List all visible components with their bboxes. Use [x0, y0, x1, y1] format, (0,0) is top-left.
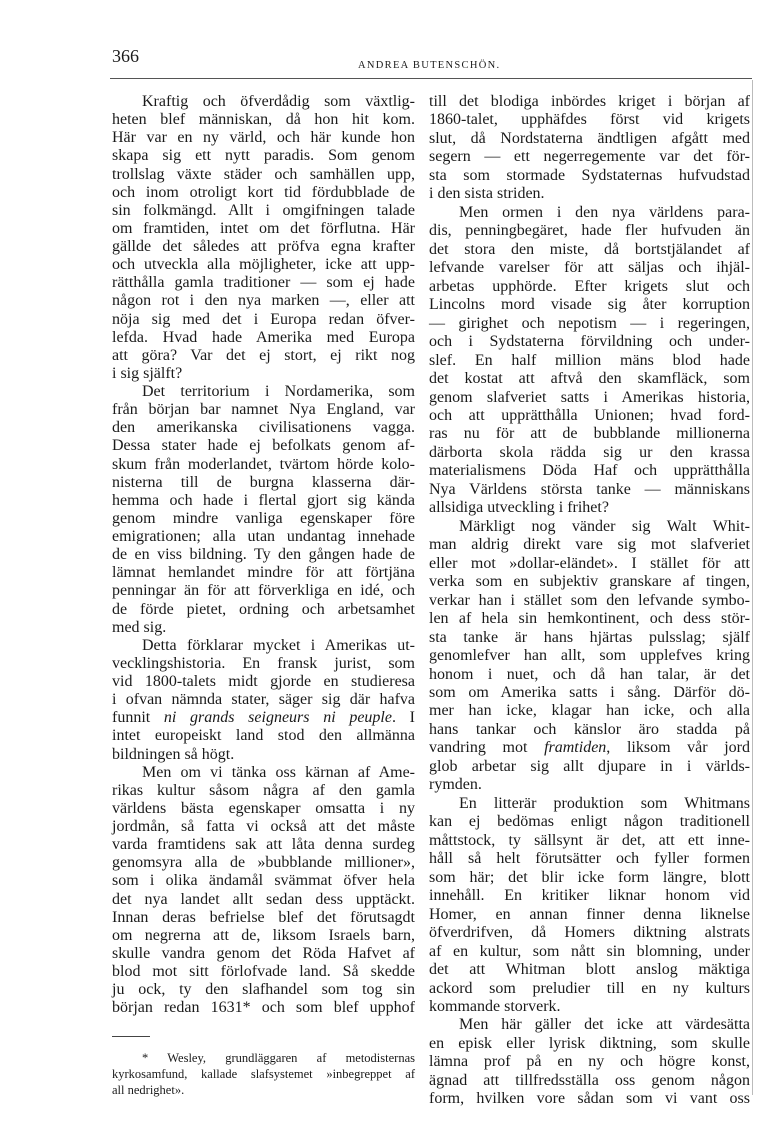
text-line: emigrationen; alla utan undantag innehade — [112, 528, 415, 545]
text-line: det kostat att aftvå den skamfläck, som — [429, 370, 750, 388]
text-line: därborta skola rädda sig ur den krassa — [429, 443, 750, 461]
paragraph — [112, 1050, 415, 1098]
text-line: allsidiga utveckling i frihet? — [429, 499, 609, 517]
text-line: Märkligt nog vänder sig Walt Whit- — [459, 517, 750, 535]
text-line: * Wesley, grundläggaren af metodisternas — [142, 1051, 415, 1065]
text-line: håll så helt förutsätter och fyller formen — [429, 850, 750, 868]
text-line: med sig. — [112, 618, 167, 636]
text-line: jordmån, så fatta vi också att det måste — [112, 818, 415, 835]
text-line: arbetas upphörde. Efter krigets slut och — [429, 277, 750, 295]
text-line: någon rot i den nya marken —, eller att — [112, 292, 415, 310]
text-line: mer han icke, klagar han icke, och alla — [429, 702, 750, 720]
page-number: 366 — [112, 46, 139, 66]
paragraph — [112, 764, 415, 1018]
text-line: sta som stormade Sydstaternas hufvudstad — [429, 166, 750, 184]
text-line: från början bar namnet Nya England, var — [112, 401, 415, 419]
text-line: varda framtidens sak att låta denna surdeg — [112, 836, 415, 854]
text-line: i ofvan nämnda stater, säger sig där hafva — [112, 691, 415, 709]
text-line: intet europeiskt land stod den allmänna — [112, 727, 415, 745]
text-line: slef. En half million mäns blod hade — [429, 351, 750, 369]
text-line: man aldrig direkt vare sig mot slafveriet — [429, 536, 750, 554]
text-line: segern — ett negerregemente var det för- — [429, 148, 750, 166]
text-line: lefda. Hvad hade Amerika med Europa — [112, 328, 415, 346]
text-line: sin folkmängd. Allt i omgifningen talade — [112, 201, 415, 219]
text-line: En litterär produktion som Whitmans — [459, 794, 750, 812]
text-line: de förde pietet, ordning och arbetsamhet — [112, 600, 415, 618]
text-line: hemma och hade i flertal gjort sig kända — [112, 491, 415, 509]
text-line: honom i nuet, och då han talar, är det — [429, 665, 750, 683]
text-line: Men om vi tänka oss kärnan af Ame- — [142, 763, 415, 781]
header-rule — [110, 78, 752, 79]
text-line: Men ormen i den nya världens para- — [459, 203, 750, 221]
text-line: och inom otroligt kort tid fördubblade de — [112, 183, 415, 201]
text-line: form, hvilken vore sådan som vi vant oss — [429, 1090, 750, 1108]
text-line: Dessa stater hade ej befolkats genom af- — [112, 437, 415, 455]
left-column — [112, 93, 415, 1017]
paragraph — [112, 637, 415, 764]
text-line: nöja sig med det i Europa redan öfver- — [112, 310, 415, 328]
paragraph — [429, 795, 750, 1017]
text-line: — girighet och nepotism — i regeringen, — [429, 314, 750, 332]
text-line: skum från moderlandet, tvärtom hörde kolo- — [112, 455, 415, 473]
text-line: Kraftig och öfverdådig som växtlig- — [142, 93, 415, 110]
running-title: ANDREA BUTENSCHÖN. — [358, 60, 501, 71]
paragraph — [429, 93, 750, 204]
text-line: kyrkosamfund, kallade slafsystemet »inbegreppet af — [112, 1067, 415, 1081]
text-line: och att upprätthålla Unionen; hvad ford- — [429, 406, 750, 424]
text-line: gällde det således att pröfva egna krafter — [112, 238, 415, 255]
text-line: lämna prof på en ny och högre konst, — [429, 1053, 750, 1071]
text-line: det nya landet allt sedan dess upptäckt. — [112, 890, 415, 908]
text-line: öfverdrifven, då Homers diktning alstrats — [429, 924, 750, 942]
text-line: rikas kultur såsom några af den gamla — [112, 781, 415, 799]
text-line: kommande storverk. — [429, 997, 561, 1015]
text-line: eller mot »dollar-eländet». I stället för att — [429, 554, 750, 572]
text-line: Nya Världens största tanke — människans — [429, 480, 750, 498]
paragraph — [429, 204, 750, 518]
text-line: det att Whitman blott anslog mäktiga — [429, 961, 750, 979]
text-line: början redan 1631* och som blef upphof — [112, 999, 415, 1017]
text-line: världens bästa egenskaper omsatta i ny — [112, 799, 415, 817]
text-line: vecklingshistoria. En fransk jurist, som — [112, 654, 415, 672]
text-line: Men här gäller det icke att värdesätta — [459, 1016, 750, 1034]
text-line: Lincolns mord visade sig åter korruption — [429, 296, 750, 314]
text-line: kan ej bedömas enligt någon traditionell — [429, 813, 750, 831]
text-line: en episk eller lyrisk diktning, som skulle — [429, 1034, 750, 1052]
paragraph — [112, 383, 415, 637]
text-line: som om Amerika satts i sång. Därför dö- — [429, 684, 750, 701]
text-line: af en kultur, som nått sin blomning, under — [429, 942, 750, 960]
text-line: hans tankar och känslor äro stadda på — [429, 720, 750, 738]
text-line: den amerikanska civilisationens vagga. — [112, 419, 415, 437]
text-segment: , liksom vår jord — [606, 739, 751, 757]
text-line: dis, penningbegäret, hade fler hufvuden än — [429, 222, 750, 240]
text-line: nisterna till de burgna klasserna där- — [112, 473, 415, 491]
text-line: rätthålla gamla traditioner — som ej hade — [112, 274, 415, 292]
text-line: genom mindre vanliga egenskaper före — [112, 509, 415, 527]
text-line: materialismens Döda Haf och upprätthålla — [429, 462, 750, 480]
page-edge-line — [752, 80, 753, 1095]
paragraph — [112, 93, 415, 383]
text-line: rymden. — [429, 776, 482, 794]
text-line: Här var en ny värld, och här kunde hon — [112, 129, 415, 147]
text-line: blod mot sitt förlofvade land. Så skedde — [112, 963, 415, 980]
text-line: skulle vandra genom det Röda Hafvet af — [112, 944, 415, 962]
text-line: i sig själft? — [112, 364, 183, 382]
text-line: ras nu för att de bubblande millionerna — [429, 425, 750, 443]
text-line: sta tanke är hans hjärtas pulsslag; själf — [429, 628, 750, 646]
text-line: penningar än för att förverkliga en idé, och — [112, 582, 415, 600]
text-line: ägnad att tillfredsställa oss genom någon — [429, 1071, 750, 1089]
paragraph — [429, 518, 750, 795]
text-line: de en viss bildning. Ty den gången hade de — [112, 546, 415, 564]
text-line: Detta förklarar mycket i Amerikas ut- — [142, 636, 415, 654]
text-line: som i olika ändamål svämmat öfver hela — [112, 872, 415, 890]
text-line — [429, 739, 750, 757]
text-line: verka som en subjektiv granskare af tingen, — [429, 573, 750, 591]
text-line: trollslag växte städer och samhällen upp, — [112, 165, 415, 183]
text-line: genomlefver han allt, som upplefves kring — [429, 647, 750, 665]
text-line: verkar han i stället som den lefvande symbo- — [429, 591, 750, 609]
text-segment: . I — [391, 709, 415, 727]
italic-phrase: framtiden — [544, 739, 607, 757]
footnote — [112, 1050, 415, 1098]
text-line: lämnat hemlandet mindre för att förtjäna — [112, 564, 415, 582]
text-line: det stora den miste, då bortstjälandet af — [429, 240, 750, 258]
text-line: slut, då Nordstaterna ändtligen afgått med — [429, 129, 750, 147]
text-line: bildningen så högt. — [112, 745, 235, 763]
text-line: till det blodiga inbördes kriget i början af — [429, 93, 750, 110]
text-segment: funnit — [112, 709, 164, 727]
text-line: ju ock, ty den slafhandel som tog sin — [112, 981, 415, 999]
text-line: genom slafveriet satts i Amerikas historia, — [429, 388, 750, 406]
text-line: måttstock, ty sällsynt är det, att ett inne- — [429, 831, 750, 849]
italic-phrase: ni grands seigneurs ni peuple — [163, 709, 392, 727]
text-line: 1860-talet, upphäfdes först vid krigets — [429, 111, 750, 129]
text-line: om negrerna att de, liksom Israels barn, — [112, 926, 415, 944]
text-line: lefvande varelser för att säljas och ihjäl- — [429, 259, 750, 277]
text-line: heten blef människan, då hon hit kom. — [112, 111, 415, 129]
text-line: om framtiden, intet om det förflutna. Här — [112, 219, 415, 237]
text-line: och i Sydstaterna förvildning och under- — [429, 333, 750, 351]
text-line: som här; det blir icke form längre, blott — [429, 868, 750, 886]
text-line: len af hela sin hemkontinent, och dess stör- — [429, 610, 750, 628]
text-line: Innan deras befrielse blef det förutsagdt — [112, 908, 415, 926]
text-line: och utveckla alla möjligheter, icke att upp- — [112, 256, 415, 274]
text-segment: vandring mot — [429, 739, 545, 757]
text-line: glob arbetar sig allt djupare in i världs- — [429, 757, 750, 775]
paragraph — [429, 1016, 750, 1108]
text-line — [112, 709, 415, 727]
text-line: Det territorium i Nordamerika, som — [142, 383, 415, 400]
text-line: att göra? Var det ej stort, ej rikt nog — [112, 346, 415, 364]
text-line: Homer, en annan finner denna liknelse — [429, 905, 750, 923]
text-line: genomsyra alla de »bubblande millioner», — [112, 854, 415, 872]
text-line: ackord som preludier till en ny kulturs — [429, 979, 750, 997]
text-line: innehåll. En kritiker liknar honom vid — [429, 887, 750, 905]
text-line: vid 1800-talets midt gjorde en studieresa — [112, 673, 415, 690]
text-line: all nedrighet». — [112, 1083, 185, 1097]
text-line: skapa sig ett nytt paradis. Som genom — [112, 147, 415, 165]
right-column — [429, 93, 750, 1109]
footnote-rule — [112, 1036, 150, 1037]
text-line: i den sista striden. — [429, 185, 545, 203]
